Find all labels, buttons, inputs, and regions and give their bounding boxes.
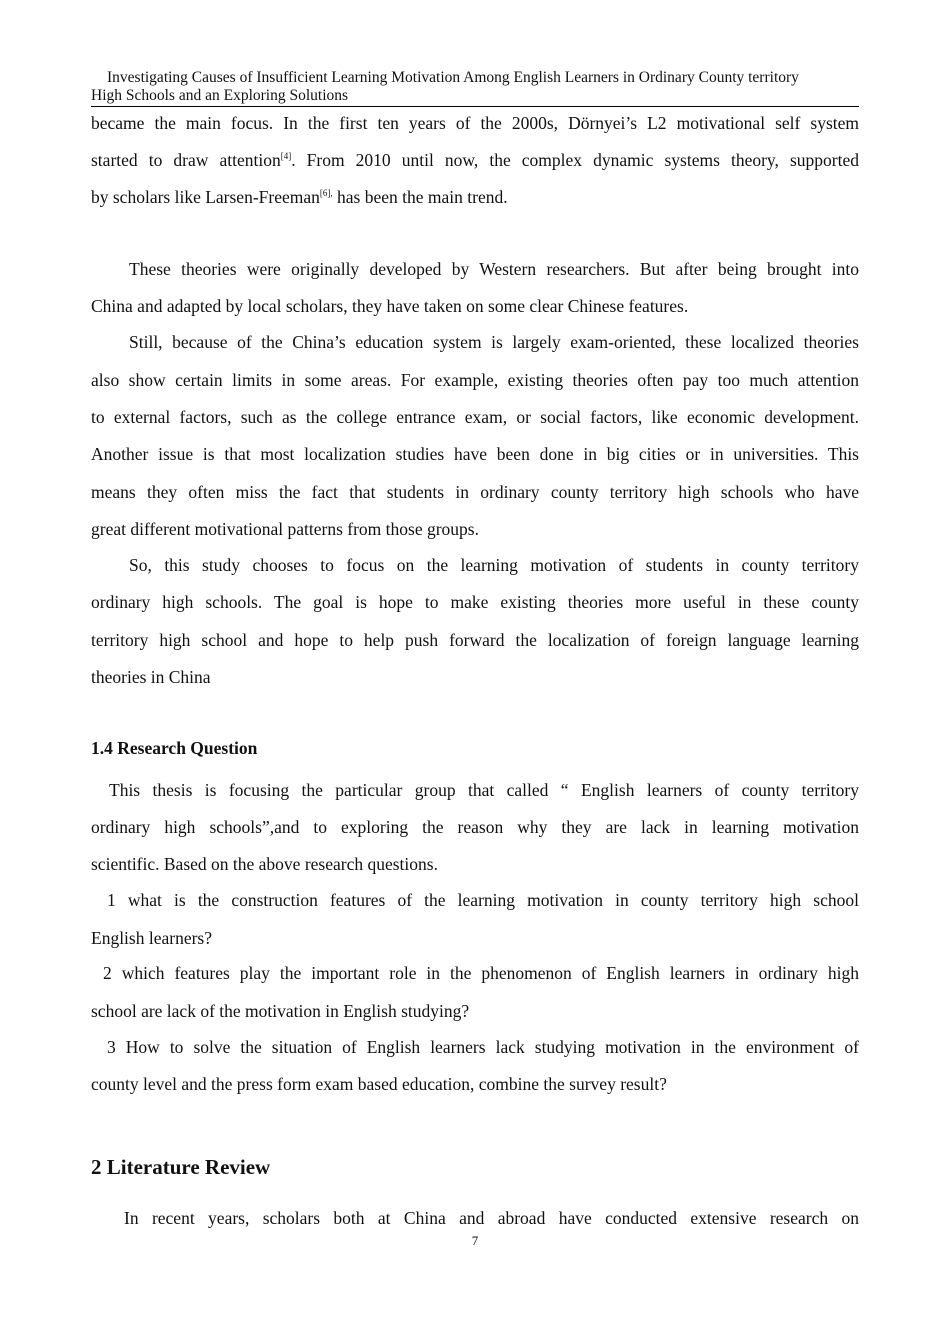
research-question-1-cont: English learners? — [91, 928, 212, 948]
running-header-line-1: Investigating Causes of Insufficient Learning Motivation Among English Learners in Ordinary County territory — [107, 69, 799, 86]
research-question-2-cont: school are lack of the motivation in English studying? — [91, 1001, 470, 1021]
body-text-line — [91, 186, 859, 208]
body-text-line: ordinary high schools”,and to exploring the reason why they are lack in learning motivation — [91, 817, 859, 837]
research-question-3-cont: county level and the press form exam based education, combine the survey result? — [91, 1074, 667, 1094]
body-text-line: In recent years, scholars both at China and abroad have conducted extensive research on — [124, 1208, 859, 1228]
citation-ref: [6], — [319, 188, 333, 198]
body-text-line: ordinary high schools. The goal is hope to make existing theories more useful in these county — [91, 592, 859, 612]
chapter-heading: 2 Literature Review — [91, 1155, 271, 1179]
body-text-line: territory high school and hope to help push forward the localization of foreign language learning — [91, 630, 859, 650]
body-text-line: This thesis is focusing the particular group that called “ English learners of county territory — [109, 780, 859, 800]
body-text-line: also show certain limits in some areas. For example, existing theories often pay too much attention — [91, 370, 859, 390]
body-text-line: Another issue is that most localization studies have been done in big cities or in universities. This — [91, 444, 859, 464]
body-text-line: to external factors, such as the college entrance exam, or social factors, like economic development. — [91, 407, 859, 427]
research-question-2: 2 which features play the important role in the phenomenon of English learners in ordinary high — [103, 963, 859, 983]
running-header — [91, 69, 859, 107]
section-heading: 1.4 Research Question — [91, 738, 258, 758]
body-text-line: means they often miss the fact that students in ordinary county territory high schools who have — [91, 482, 859, 502]
research-question-3: 3 How to solve the situation of English learners lack studying motivation in the environment of — [107, 1037, 859, 1057]
body-text: . From 2010 until now, the complex dynamic systems theory, supported — [291, 150, 859, 170]
body-text: started to draw attention — [91, 150, 281, 170]
body-text-line: China and adapted by local scholars, they have taken on some clear Chinese features. — [91, 296, 689, 316]
body-text-line: became the main focus. In the first ten years of the 2000s, Dörnyei’s L2 motivational self system — [91, 113, 859, 133]
page-number: 7 — [471, 1233, 479, 1248]
body-text-line: theories in China — [91, 667, 211, 687]
research-question-1: 1 what is the construction features of the learning motivation in county territory high school — [107, 890, 859, 910]
body-text-line: great different motivational patterns from those groups. — [91, 519, 479, 539]
body-text-line: These theories were originally developed by Western researchers. But after being brought into — [129, 259, 859, 279]
running-header-line-2: High Schools and an Exploring Solutions — [91, 87, 349, 104]
body-text-line: Still, because of the China’s education system is largely exam-oriented, these localized theories — [129, 332, 859, 352]
body-text: has been the main trend. — [332, 187, 508, 207]
body-text-line: scientific. Based on the above research questions. — [91, 854, 438, 874]
body-text-line: So, this study chooses to focus on the learning motivation of students in county territory — [129, 555, 859, 575]
citation-ref: [4] — [280, 151, 292, 161]
body-text: by scholars like Larsen-Freeman — [91, 187, 320, 207]
